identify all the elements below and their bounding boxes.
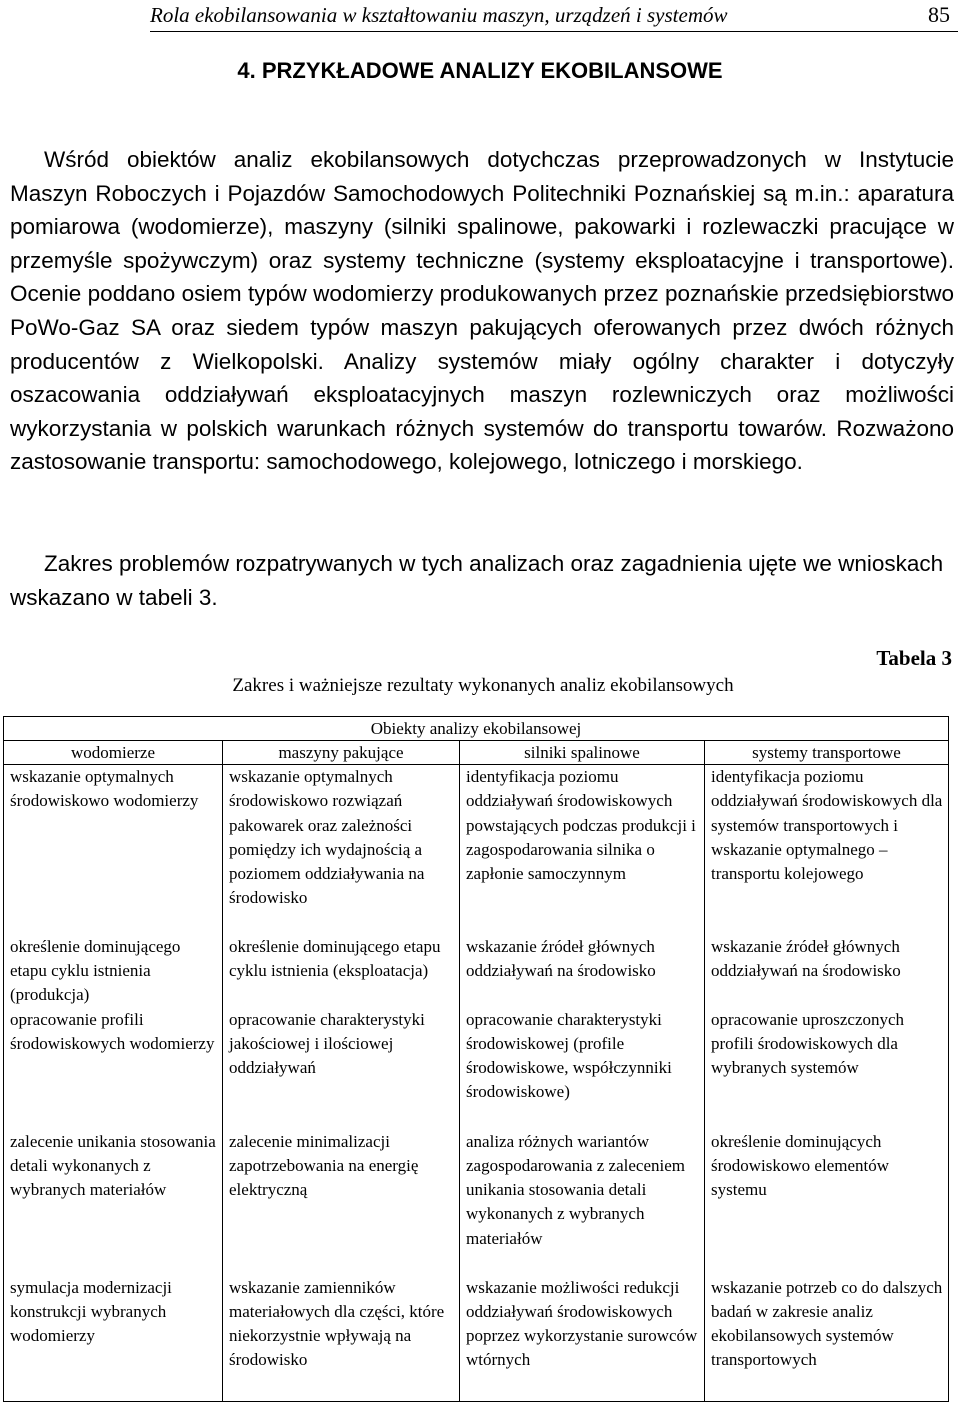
table-cell: wskazanie źródeł głównych oddziaływań na środowisko — [460, 935, 705, 1008]
table-cell: opracowanie charakterystyki jakościowej i ilościowej oddziaływań — [223, 1008, 460, 1130]
table-cell: wskazanie źródeł głównych oddziaływań na środowisko — [705, 935, 949, 1008]
table-cell: analiza różnych wariantów zagospodarowania z zaleceniem unikania stosowania detali wykonanych z wybranych materiałów — [460, 1130, 705, 1276]
results-table — [3, 716, 949, 1402]
table-label: Tabela 3 — [876, 646, 952, 670]
table-cell: wskazanie potrzeb co do dalszych badań w zakresie analiz ekobilansowych systemów transportowych — [705, 1276, 949, 1402]
table-cell: określenie dominującego etapu cyklu istnienia (eksploatacja) — [223, 935, 460, 1008]
running-header — [150, 1, 950, 29]
table-cell: wskazanie możliwości redukcji oddziaływań środowiskowych poprzez wykorzystanie surowców wtórnych — [460, 1276, 705, 1402]
table-cell: opracowanie profili środowiskowych wodomierzy — [4, 1008, 223, 1130]
column-header-systemy: systemy transportowe — [705, 741, 949, 765]
table-cell: opracowanie uproszczonych profili środowiskowych dla wybranych systemów — [705, 1008, 949, 1130]
table-row — [4, 765, 949, 935]
table-group-header: Obiekty analizy ekobilansowej — [4, 717, 949, 741]
running-title: Rola ekobilansowania w kształtowaniu maszyn, urządzeń i systemów — [150, 3, 728, 27]
section-title: 4. PRZYKŁADOWE ANALIZY EKOBILANSOWE — [237, 58, 723, 83]
column-header-wodomierze: wodomierze — [4, 741, 223, 765]
table-cell: opracowanie charakterystyki środowiskowej (profile środowiskowe, współczynniki środowiskowe) — [460, 1008, 705, 1130]
table-cell: określenie dominującego etapu cyklu istnienia (produkcja) — [4, 935, 223, 1008]
body-paragraph-1: Wśród obiektów analiz ekobilansowych dotychczas przeprowadzonych w Instytucie Maszyn Roboczych i Pojazdów Samochodowych Politechniki Poznańskiej są m.in.: aparatura pomiarowa (wodomierze), maszyny (silniki spalinowe, pakowarki i rozlewaczki pracujące w przemyśle spożywczym) oraz systemy techniczne (systemy eksploatacyjne i transportowe). Ocenie poddano osiem typów wodomierzy produkowanych przez poznańskie przedsiębiorstwo PoWo-Gaz SA oraz siedem typów maszyn pakujących oferowanych przez dwóch różnych producentów z Wielkopolski. Analizy systemów miały ogólny charakter i dotyczyły oszacowania oddziaływań eksploatacyjnych maszyn rozlewniczych oraz możliwości wykorzystania w polskich warunkach różnych systemów do transportu towarów. Rozważono zastosowanie transportu: samochodowego, kolejowego, lotniczego i morskiego. — [10, 147, 954, 475]
table-cell: wskazanie zamienników materiałowych dla części, które niekorzystnie wpływają na środowisko — [223, 1276, 460, 1402]
table-cell: zalecenie unikania stosowania detali wykonanych z wybranych materiałów — [4, 1130, 223, 1276]
table-cell: wskazanie optymalnych środowiskowo rozwiązań pakowarek oraz zależności pomiędzy ich wydajnością a poziomem oddziaływania na środowisko — [223, 765, 460, 935]
header-rule — [150, 31, 958, 32]
table-row — [4, 935, 949, 1008]
column-header-silniki: silniki spalinowe — [460, 741, 705, 765]
table-cell: zalecenie minimalizacji zapotrzebowania na energię elektryczną — [223, 1130, 460, 1276]
table-cell: identyfikacja poziomu oddziaływań środowiskowych dla systemów transportowych i wskazanie optymalnego – transportu kolejowego — [705, 765, 949, 935]
table-cell: identyfikacja poziomu oddziaływań środowiskowych powstających podczas produkcji i zagospodarowania silnika o zapłonie samoczynnym — [460, 765, 705, 935]
table-row — [4, 1008, 949, 1130]
table-row — [4, 1276, 949, 1402]
column-header-maszyny: maszyny pakujące — [223, 741, 460, 765]
body-paragraph-2: Zakres problemów rozpatrywanych w tych analizach oraz zagadnienia ujęte we wnioskach wskazano w tabeli 3. — [10, 551, 944, 610]
page-number: 85 — [928, 2, 950, 27]
table-cell: określenie dominujących środowiskowo elementów systemu — [705, 1130, 949, 1276]
table-row — [4, 1130, 949, 1276]
table-cell: symulacja modernizacji konstrukcji wybranych wodomierzy — [4, 1276, 223, 1402]
table-cell: wskazanie optymalnych środowiskowo wodomierzy — [4, 765, 223, 935]
table-caption: Zakres i ważniejsze rezultaty wykonanych analiz ekobilansowych — [232, 675, 734, 696]
